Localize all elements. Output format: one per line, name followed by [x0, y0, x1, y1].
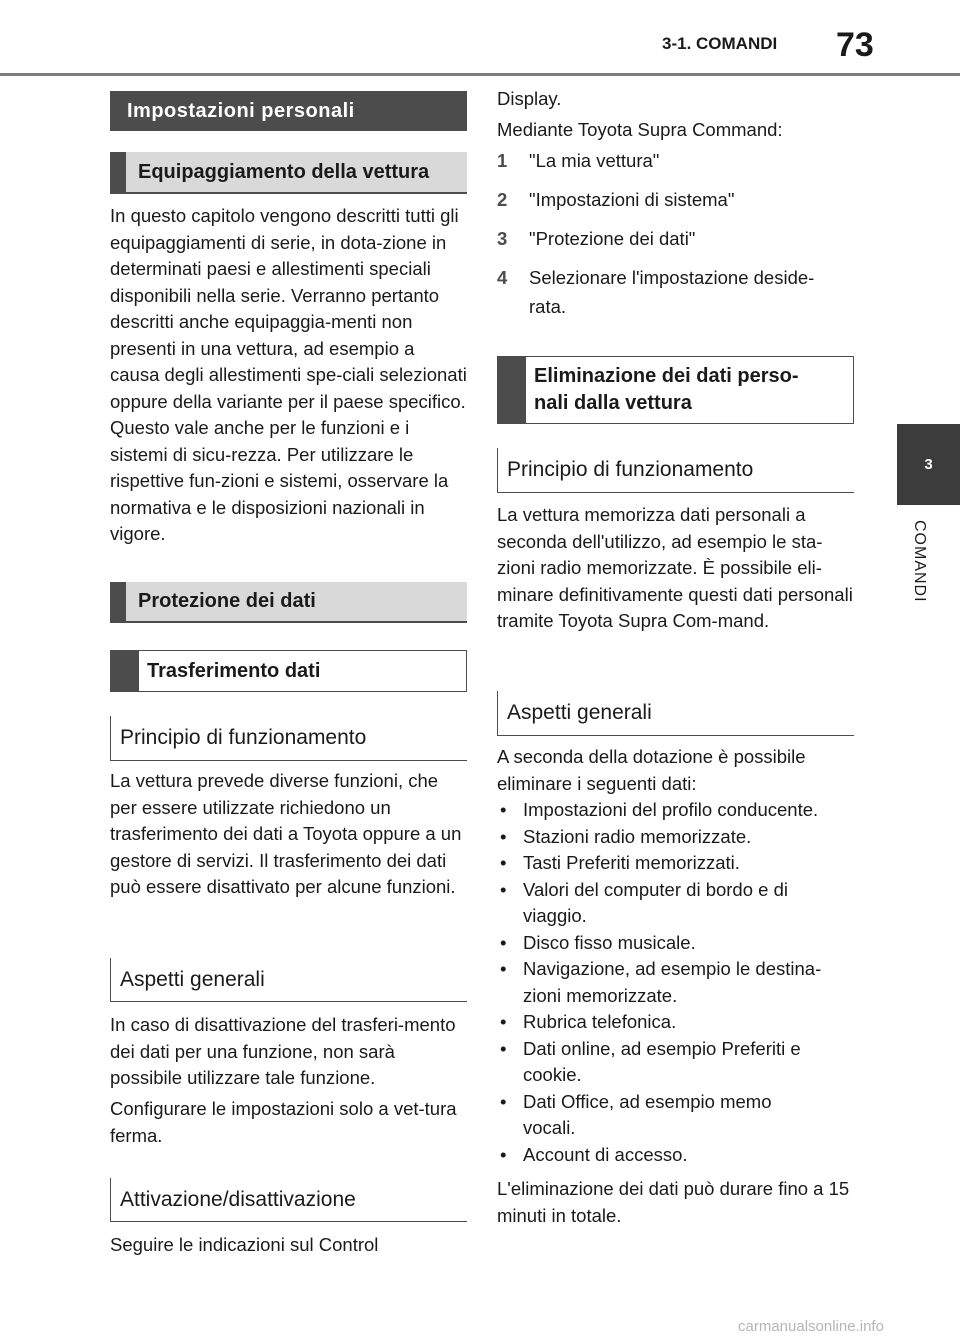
- heading-impostazioni-personali: [110, 91, 467, 131]
- heading-trasferimento-dati: [110, 650, 467, 692]
- step-text: Selezionare l'impostazione deside-rata.: [529, 267, 815, 317]
- step-number: 3: [497, 228, 508, 249]
- heading-protezione-dati: [110, 582, 467, 623]
- list-item: • Dati online, ad esempio Preferiti e cookie.: [497, 1036, 837, 1089]
- heading-aspetti-generali-2: Aspetti generali: [497, 691, 854, 736]
- list-item: • Impostazioni del profilo conducente.: [497, 797, 854, 824]
- list-item: • Valori del computer di bordo e di viaggio.: [497, 877, 827, 930]
- chapter-tab-label: COMANDI: [911, 520, 928, 603]
- list-item: • Disco fisso musicale.: [497, 930, 854, 957]
- heading-bar: [110, 152, 126, 192]
- heading-text: Protezione dei dati: [138, 590, 316, 612]
- paragraph-aspetti-2: Configurare le impostazioni solo a vet-tura ferma.: [110, 1098, 457, 1146]
- heading-text: Eliminazione dei dati perso-nali dalla vettura: [534, 365, 799, 414]
- step-text: "Impostazioni di sistema": [529, 189, 735, 210]
- heading-bar: [111, 651, 139, 691]
- step-3: [497, 224, 854, 253]
- step-1: [497, 146, 854, 175]
- step-number: 4: [497, 267, 508, 288]
- section-title: 3-1. COMANDI: [662, 34, 778, 53]
- watermark: carmanualsonline.info: [738, 1318, 884, 1335]
- step-number: 1: [497, 150, 508, 171]
- paragraph-principio-2: La vettura memorizza dati personali a seconda dell'utilizzo, ad esempio le sta-zioni radio memorizzate. È possibile eli-minare definitivamente questi dati personali tramite Toyota Supra Com-mand.: [497, 504, 853, 631]
- list-item: • Stazioni radio memorizzate.: [497, 824, 854, 851]
- chapter-tab-number: 3: [897, 424, 960, 505]
- paragraph-display: Display.: [497, 88, 562, 109]
- step-2: [497, 185, 854, 214]
- heading-aspetti-generali: Aspetti generali: [110, 958, 467, 1002]
- heading-text: Equipaggiamento della vettura: [138, 160, 430, 183]
- heading-bar: [110, 582, 126, 621]
- heading-principio-funzionamento-2: Principio di funzionamento: [497, 448, 854, 493]
- step-text: "Protezione dei dati": [529, 228, 696, 249]
- list-item: • Navigazione, ad esempio le destina-zioni memorizzate.: [497, 956, 854, 1009]
- page-number: 73: [836, 26, 874, 64]
- paragraph-attivazione: Seguire le indicazioni sul Control: [110, 1234, 379, 1255]
- heading-eliminazione: [497, 356, 854, 424]
- deletable-data-list: [497, 797, 854, 1168]
- list-item: • Tasti Preferiti memorizzati.: [497, 850, 854, 877]
- header-divider: [0, 73, 960, 76]
- list-item: • Account di accesso.: [497, 1142, 854, 1169]
- paragraph-mediante: Mediante Toyota Supra Command:: [497, 119, 783, 140]
- heading-attivazione: Attivazione/disattivazione: [110, 1178, 467, 1222]
- heading-text: Impostazioni personali: [127, 99, 355, 122]
- paragraph-aspetti-2b: A seconda della dotazione è possibile eliminare i seguenti dati:: [497, 746, 806, 794]
- list-item: • Dati Office, ad esempio memo vocali.: [497, 1089, 807, 1142]
- heading-equipaggiamento: [110, 152, 467, 194]
- heading-principio-funzionamento: Principio di funzionamento: [110, 716, 467, 761]
- step-4: [497, 263, 837, 321]
- heading-text: Trasferimento dati: [147, 659, 321, 682]
- step-text: "La mia vettura": [529, 150, 660, 171]
- list-item: • Rubrica telefonica.: [497, 1009, 854, 1036]
- paragraph-equipaggiamento: In questo capitolo vengono descritti tutti gli equipaggiamenti di serie, in dota-zione in determinati paesi e allestimenti speciali disponibili nella serie. Verranno pertanto descritti anche equipaggia-menti non presenti in una vettura, ad esempio a causa degli allestimenti spe-ciali selezionati oppure della variante per il paese specifico. Questo vale anche per le funzioni e i sistemi di sicu-rezza. Per utilizzare le rispettive fun-zioni e sistemi, osservare la normativa e le disposizioni nazionali in vigore.: [110, 205, 467, 544]
- step-number: 2: [497, 189, 508, 210]
- heading-bar: [498, 357, 526, 423]
- paragraph-final: L'eliminazione dei dati può durare fino a 15 minuti in totale.: [497, 1178, 850, 1226]
- paragraph-aspetti-1: In caso di disattivazione del trasferi-mento dei dati per una funzione, non sarà possibile utilizzare tale funzione.: [110, 1014, 456, 1088]
- paragraph-principio: La vettura prevede diverse funzioni, che per essere utilizzate richiedono un trasferimento dei dati a Toyota oppure a un gestore di servizi. Il trasferimento dei dati può essere disattivato per alcune funzioni.: [110, 770, 462, 897]
